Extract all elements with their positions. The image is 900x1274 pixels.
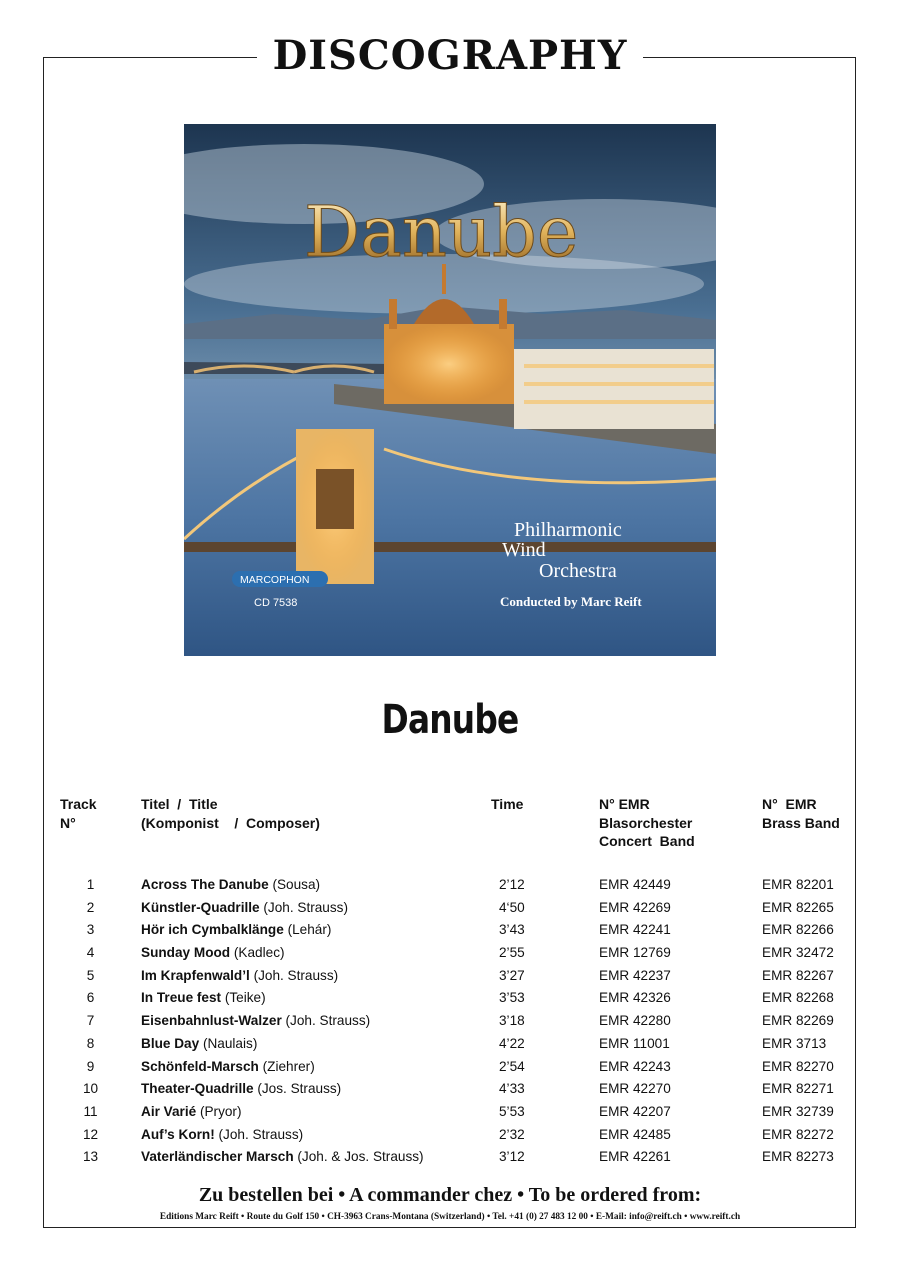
track-time: 3’53	[499, 990, 525, 1006]
track-time: 5’53	[499, 1103, 525, 1119]
cover-ensemble-line3: Orchestra	[539, 560, 617, 582]
emr-concert-band-number: EMR 42241	[599, 922, 671, 938]
emr-concert-band-number: EMR 42270	[599, 1081, 671, 1097]
track-title-cell	[121, 1123, 471, 1146]
track-number: 6	[86, 990, 95, 1006]
order-line: Zu bestellen bei • A commander chez • To be ordered from:	[198, 1184, 702, 1206]
header-time: Time	[491, 796, 524, 812]
track-composer: (Kadlec)	[233, 945, 285, 961]
track-number: 11	[83, 1103, 98, 1119]
track-number: 2	[86, 899, 95, 915]
table-row	[60, 1077, 882, 1100]
track-title: Blue Day	[141, 1035, 200, 1051]
publisher-contact: Editions Marc Reift • Route du Golf 150 • CH-3963 Crans-Montana (Switzerland) • Tel. +41 (0) 27 483 12 00 • E-Mail: info@reift.ch • www.reift.ch	[159, 1212, 741, 1222]
label-logo: MARCOPHON	[240, 574, 310, 586]
track-title-cell	[121, 873, 471, 896]
table-header-row	[60, 795, 882, 851]
emr-brass-band-number: EMR 82270	[762, 1058, 834, 1074]
cover-ensemble-line1: Philharmonic	[514, 519, 622, 541]
emr-brass-band-number: EMR 32739	[762, 1103, 834, 1119]
cover-ensemble-line2: Wind	[502, 539, 546, 561]
track-composer: (Joh. Strauss)	[253, 967, 339, 983]
track-composer: (Ziehrer)	[262, 1058, 315, 1074]
track-composer: (Naulais)	[202, 1035, 258, 1051]
track-title-cell	[121, 941, 471, 964]
table-row	[60, 896, 882, 919]
track-composer: (Joh. Strauss)	[285, 1013, 371, 1029]
emr-concert-band-number: EMR 42261	[599, 1149, 671, 1165]
track-number: 12	[82, 1126, 99, 1142]
track-title-cell	[121, 1145, 471, 1168]
track-title-cell	[121, 1009, 471, 1032]
page-heading	[0, 30, 900, 82]
track-time: 3’27	[499, 967, 525, 983]
track-time: 3’12	[499, 1149, 525, 1165]
track-title-cell	[121, 919, 471, 942]
cover-illustration	[184, 124, 716, 656]
table-row	[60, 1009, 882, 1032]
track-composer: (Joh. & Jos. Strauss)	[297, 1149, 424, 1165]
track-time: 3’43	[499, 922, 525, 938]
emr-brass-band-number: EMR 82273	[762, 1149, 834, 1165]
emr-brass-band-number: EMR 82271	[762, 1081, 834, 1097]
track-time: 4’33	[499, 1081, 525, 1097]
table-row	[60, 1032, 882, 1055]
track-time: 2’32	[499, 1126, 525, 1142]
track-time: 4‘50	[499, 899, 525, 915]
track-title: Hör ich Cymbalklänge	[141, 922, 284, 938]
album-title: Danube	[381, 697, 519, 743]
track-title: Eisenbahnlust-Walzer	[141, 1013, 282, 1029]
emr-concert-band-number: EMR 12769	[599, 945, 671, 961]
track-number: 9	[86, 1058, 95, 1074]
discography-title: DISCOGRAPHY	[257, 30, 644, 82]
table-row	[60, 1055, 882, 1078]
track-title-cell	[121, 1077, 471, 1100]
track-composer: (Teike)	[224, 990, 266, 1006]
track-title-cell	[121, 987, 471, 1010]
track-title: Künstler-Quadrille	[141, 899, 260, 915]
track-title: Across The Danube	[141, 877, 269, 893]
emr-brass-band-number: EMR 3713	[762, 1035, 827, 1051]
table-row	[60, 1100, 882, 1123]
header-emr-concert-band: N° EMR Blasorchester Concert Band	[599, 796, 695, 849]
track-title: In Treue fest	[141, 990, 222, 1006]
table-row	[60, 1145, 882, 1168]
track-title-cell	[121, 896, 471, 919]
emr-brass-band-number: EMR 82266	[762, 922, 834, 938]
track-number: 10	[82, 1081, 99, 1097]
album-cover	[184, 124, 716, 656]
cover-title: Danube	[304, 191, 579, 273]
track-composer: (Joh. Strauss)	[218, 1126, 304, 1142]
emr-brass-band-number: EMR 82201	[762, 877, 834, 893]
track-table	[60, 795, 882, 1168]
table-row	[60, 919, 882, 942]
emr-concert-band-number: EMR 42237	[599, 967, 671, 983]
track-composer: (Pryor)	[199, 1103, 242, 1119]
emr-concert-band-number: EMR 42207	[599, 1103, 671, 1119]
table-row	[60, 1123, 882, 1146]
track-number: 13	[82, 1149, 99, 1165]
track-title: Im Krapfenwald’l	[141, 967, 250, 983]
track-time: 2’55	[499, 945, 525, 961]
track-composer: (Lehár)	[287, 922, 332, 938]
catalog-number: CD 7538	[254, 597, 298, 609]
track-composer: (Sousa)	[272, 877, 321, 893]
emr-concert-band-number: EMR 42449	[599, 877, 671, 893]
emr-concert-band-number: EMR 42243	[599, 1058, 671, 1074]
track-title-cell	[121, 1032, 471, 1055]
table-row	[60, 873, 882, 896]
emr-brass-band-number: EMR 82269	[762, 1013, 834, 1029]
header-emr-brass-band: N° EMR Brass Band	[762, 796, 840, 831]
table-row	[60, 941, 882, 964]
riverside-buildings	[514, 349, 714, 429]
track-time: 2’12	[499, 877, 525, 893]
emr-concert-band-number: EMR 42485	[599, 1126, 671, 1142]
track-title: Air Varié	[141, 1103, 197, 1119]
emr-brass-band-number: EMR 82267	[762, 967, 834, 983]
track-number: 8	[86, 1035, 95, 1051]
emr-brass-band-number: EMR 82268	[762, 990, 834, 1006]
emr-brass-band-number: EMR 82272	[762, 1126, 834, 1142]
emr-brass-band-number: EMR 32472	[762, 945, 834, 961]
header-track: Track N°	[60, 796, 97, 831]
track-title: Schönfeld-Marsch	[141, 1058, 259, 1074]
track-number: 1	[86, 877, 95, 893]
emr-concert-band-number: EMR 11001	[599, 1035, 670, 1051]
cover-conductor: Conducted by Marc Reift	[500, 594, 642, 609]
track-number: 7	[86, 1013, 95, 1029]
emr-brass-band-number: EMR 82265	[762, 899, 834, 915]
emr-concert-band-number: EMR 42269	[599, 899, 671, 915]
track-title-cell	[121, 1055, 471, 1078]
track-title: Vaterländischer Marsch	[141, 1149, 294, 1165]
emr-concert-band-number: EMR 42280	[599, 1013, 671, 1029]
track-title-cell	[121, 1100, 471, 1123]
track-title: Theater-Quadrille	[141, 1081, 254, 1097]
table-row	[60, 964, 882, 987]
track-title: Sunday Mood	[141, 945, 231, 961]
track-number: 3	[86, 922, 95, 938]
track-composer: (Jos. Strauss)	[257, 1081, 342, 1097]
header-title: Titel / Title (Komponist / Composer)	[141, 796, 320, 831]
track-time: 4’22	[499, 1035, 525, 1051]
emr-concert-band-number: EMR 42326	[599, 990, 671, 1006]
track-time: 3’18	[499, 1013, 525, 1029]
track-number: 5	[86, 967, 95, 983]
table-row	[60, 987, 882, 1010]
track-time: 2’54	[499, 1058, 525, 1074]
track-title: Auf’s Korn!	[141, 1126, 215, 1142]
track-title-cell	[121, 964, 471, 987]
track-composer: (Joh. Strauss)	[263, 899, 348, 915]
track-number: 4	[86, 945, 95, 961]
